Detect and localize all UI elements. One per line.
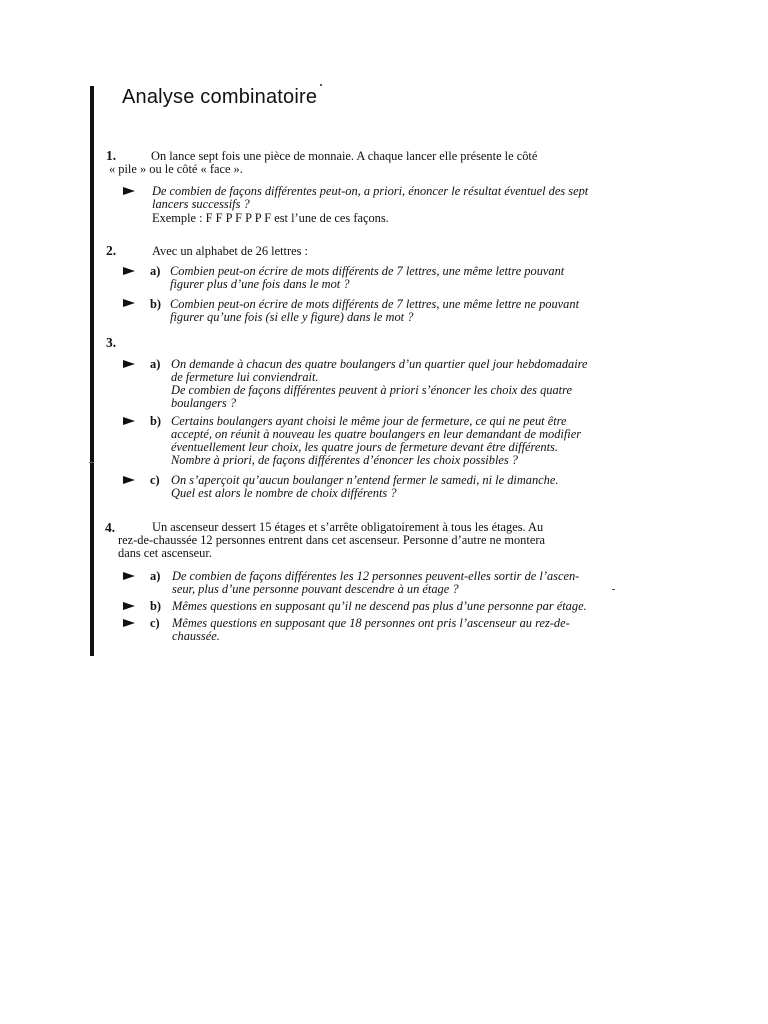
text-line: boulangers ? bbox=[171, 396, 237, 410]
item-label: b) bbox=[150, 297, 162, 311]
question-3a-text bbox=[171, 358, 588, 410]
text-line: On s’aperçoit qu’aucun boulanger n’entend fermer le samedi, ni le dimanche. bbox=[171, 473, 559, 487]
question-4c-text bbox=[172, 617, 570, 643]
arrow-icon bbox=[123, 299, 135, 307]
question-2-number: 2. bbox=[106, 243, 117, 258]
text-line: rez-de-chaussée 12 personnes entrent dans cet ascenseur. Personne d’autre ne montera bbox=[118, 533, 545, 547]
question-1-text bbox=[152, 185, 588, 211]
arrow-icon bbox=[123, 619, 135, 627]
text-line: De combien de façons différentes les 12 personnes peuvent-elles sortir de l’ascen- bbox=[172, 569, 580, 583]
text-line: Certains boulangers ayant choisi le même jour de fermeture, ce qui ne peut être bbox=[171, 414, 567, 428]
arrow-icon bbox=[123, 417, 135, 425]
scan-speck bbox=[612, 589, 615, 590]
text-line: Mêmes questions en supposant qu’il ne descend pas plus d’une personne par étage. bbox=[172, 599, 587, 613]
item-label: c) bbox=[150, 616, 160, 630]
item-label: a) bbox=[150, 264, 161, 278]
scan-speck bbox=[89, 462, 94, 463]
question-4-number: 4. bbox=[105, 520, 116, 535]
text-line: De combien de façons différentes peut-on, a priori, énoncer le résultat éventuel des sept bbox=[152, 184, 589, 198]
arrow-icon bbox=[123, 476, 135, 484]
arrow-icon bbox=[123, 267, 135, 275]
text-line: chaussée. bbox=[172, 629, 220, 643]
page-title: Analyse combinatoire bbox=[122, 86, 318, 108]
item-label: b) bbox=[150, 599, 162, 613]
text-line: seur, plus d’une personne pouvant descendre à un étage ? bbox=[172, 582, 459, 596]
question-2-intro: Avec un alphabet de 26 lettres : bbox=[152, 244, 308, 258]
item-label: a) bbox=[150, 569, 161, 583]
text-line: On demande à chacun des quatre boulangers d’un quartier quel jour hebdomadaire bbox=[171, 357, 588, 371]
question-4b-text bbox=[172, 600, 587, 613]
question-1-example: Exemple : F F P F P P F est l’une de ces façons. bbox=[152, 211, 389, 225]
question-1-number: 1. bbox=[106, 148, 117, 163]
arrow-icon bbox=[123, 360, 135, 368]
text-line: de fermeture lui conviendrait. bbox=[171, 370, 319, 384]
text-line: figurer plus d’une fois dans le mot ? bbox=[170, 277, 350, 291]
arrow-icon bbox=[123, 602, 135, 610]
text-line: « pile » ou le côté « face ». bbox=[109, 162, 243, 176]
item-label: c) bbox=[150, 473, 160, 487]
margin-bar bbox=[90, 86, 94, 656]
question-1-intro bbox=[109, 149, 611, 176]
text-line: De combien de façons différentes peuvent à priori s’énoncer les choix des quatre bbox=[171, 383, 572, 397]
question-3b-text bbox=[171, 415, 581, 467]
text-line: Nombre à priori, de façons différentes d’énoncer les choix possibles ? bbox=[171, 453, 518, 467]
question-4a-text bbox=[172, 570, 579, 596]
text-line: Combien peut-on écrire de mots différents de 7 lettres, une même lettre pouvant bbox=[170, 264, 565, 278]
item-label: a) bbox=[150, 357, 161, 371]
arrow-icon bbox=[123, 187, 135, 195]
text-line: On lance sept fois une pièce de monnaie. A chaque lancer elle présente le côté bbox=[151, 149, 538, 163]
text-line: éventuellement leur choix, les quatre jours de fermeture devant être différents. bbox=[171, 440, 558, 454]
text-line: Un ascenseur dessert 15 étages et s’arrête obligatoirement à tous les étages. Au bbox=[152, 520, 544, 534]
text-line: dans cet ascenseur. bbox=[118, 546, 212, 560]
text-line: figurer qu’une fois (si elle y figure) dans le mot ? bbox=[170, 310, 414, 324]
text-line: Quel est alors le nombre de choix différents ? bbox=[171, 486, 397, 500]
text-line: Mêmes questions en supposant que 18 personnes ont pris l’ascenseur au rez-de- bbox=[172, 616, 570, 630]
item-label: b) bbox=[150, 414, 162, 428]
question-2b-text bbox=[170, 298, 579, 324]
text-line: Combien peut-on écrire de mots différents de 7 lettres, une même lettre ne pouvant bbox=[170, 297, 580, 311]
question-3-number: 3. bbox=[106, 335, 117, 350]
question-4-intro bbox=[118, 520, 545, 560]
question-2a-text bbox=[170, 265, 564, 291]
arrow-icon bbox=[123, 572, 135, 580]
question-3c-text bbox=[171, 474, 558, 500]
text-line: lancers successifs ? bbox=[152, 197, 250, 211]
scan-speck bbox=[320, 84, 322, 86]
text-line: accepté, on réunit à nouveau les quatre boulangers en leur demandant de modifier bbox=[171, 427, 582, 441]
